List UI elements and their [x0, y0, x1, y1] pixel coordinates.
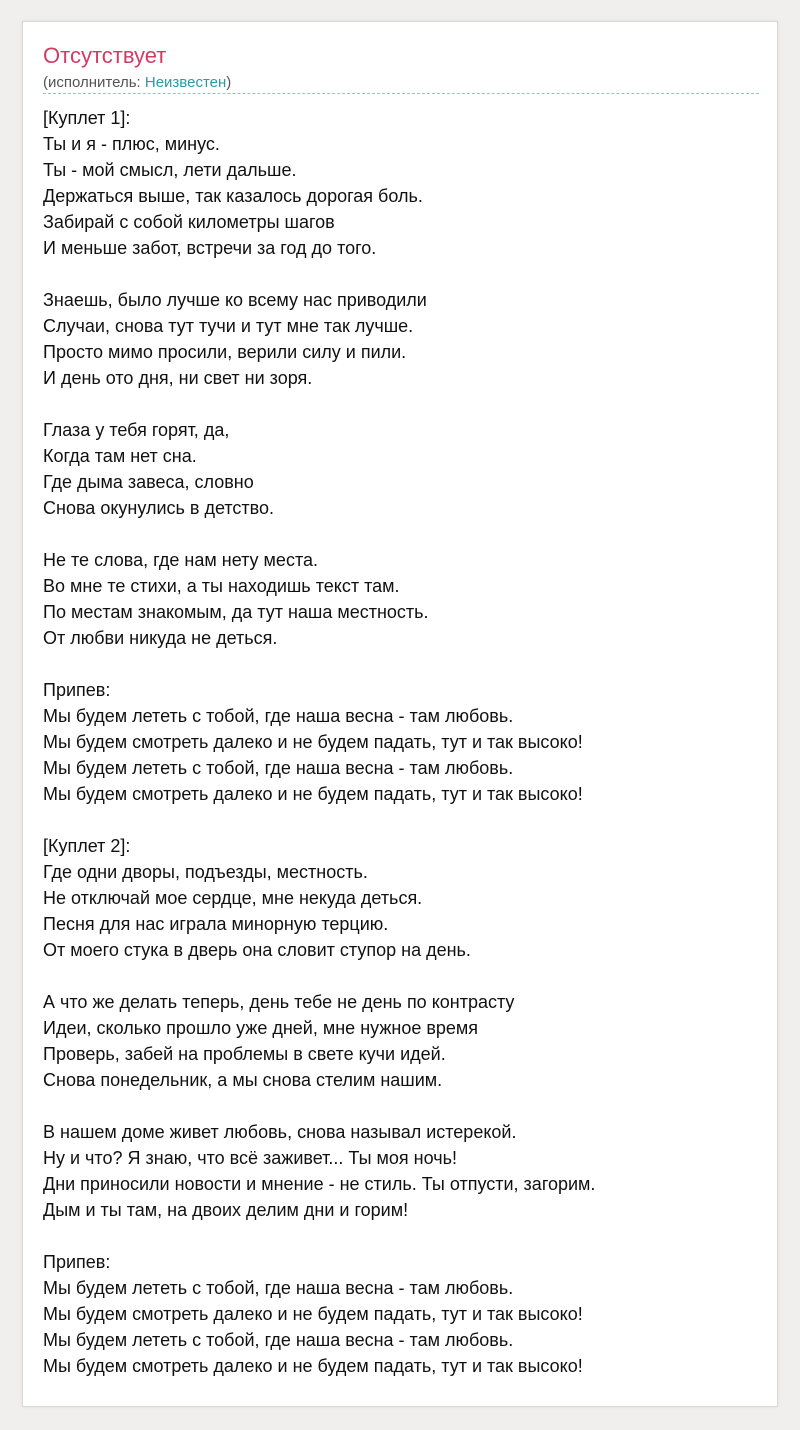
lyrics-line: Просто мимо просили, верили силу и пили. [43, 342, 407, 362]
lyrics-line: Припев: [43, 680, 111, 700]
lyrics-line: Мы будем лететь с тобой, где наша весна - там любовь. [43, 706, 514, 726]
lyrics-line: Ну и что? Я знаю, что всё заживет... Ты моя ночь! [43, 1148, 457, 1168]
lyrics-line: Мы будем смотреть далеко и не будем падать, тут и так высоко! [43, 1304, 583, 1324]
lyrics-card [22, 21, 778, 1407]
lyrics-line: Дым и ты там, на двоих делим дни и горим! [43, 1200, 409, 1220]
artist-link[interactable]: Неизвестен [144, 74, 227, 91]
lyrics-line: От моего стука в дверь она словит ступор на день. [43, 940, 471, 960]
lyrics-line: Ты и я - плюс, минус. [43, 134, 220, 154]
lyrics-line: Идеи, сколько прошло уже дней, мне нужное время [43, 1018, 479, 1038]
lyrics-line: Мы будем смотреть далеко и не будем падать, тут и так высоко! [43, 732, 583, 752]
lyrics-line: А что же делать теперь, день тебе не день по контрасту [43, 992, 515, 1012]
title-divider [43, 93, 759, 94]
lyrics-line: Во мне те стихи, а ты находишь текст там. [43, 576, 400, 596]
lyrics-line: Случаи, снова тут тучи и тут мне так лучше. [43, 316, 414, 336]
lyrics-stanza [43, 417, 759, 521]
lyrics-line: Песня для нас играла минорную терцию. [43, 914, 389, 934]
artist-prefix: (исполнитель: [43, 74, 145, 91]
lyrics-line: Мы будем смотреть далеко и не будем падать, тут и так высоко! [43, 1356, 583, 1376]
lyrics-line: [Куплет 1]: [43, 108, 131, 128]
lyrics-stanza [43, 1119, 759, 1223]
lyrics-line: Снова окунулись в детство. [43, 498, 275, 518]
lyrics-line: Мы будем лететь с тобой, где наша весна - там любовь. [43, 1278, 514, 1298]
lyrics-line: Когда там нет сна. [43, 446, 197, 466]
lyrics-line: Забирай с собой километры шагов [43, 212, 335, 232]
lyrics-line: Не отключай мое сердце, мне некуда деться. [43, 888, 423, 908]
lyrics-line: [Куплет 2]: [43, 836, 131, 856]
lyrics-line: От любви никуда не деться. [43, 628, 278, 648]
lyrics-stanza [43, 677, 759, 807]
lyrics-stanza [43, 287, 759, 391]
lyrics-line: Проверь, забей на проблемы в свете кучи идей. [43, 1044, 446, 1064]
lyrics-stanza [43, 105, 759, 261]
lyrics-line: Припев: [43, 1252, 111, 1272]
lyrics-line: Мы будем смотреть далеко и не будем падать, тут и так высоко! [43, 784, 583, 804]
lyrics-line: Не те слова, где нам нету места. [43, 550, 318, 570]
lyrics-text [43, 105, 759, 1405]
lyrics-line: Где одни дворы, подъезды, местность. [43, 862, 368, 882]
lyrics-line: По местам знакомым, да тут наша местность. [43, 602, 429, 622]
artist-suffix: ) [226, 74, 232, 91]
lyrics-line: Мы будем лететь с тобой, где наша весна - там любовь. [43, 1330, 514, 1350]
lyrics-stanza [43, 547, 759, 651]
lyrics-stanza [43, 833, 759, 963]
lyrics-line: В нашем доме живет любовь, снова называл истерекой. [43, 1122, 517, 1142]
lyrics-line: Дни приносили новости и мнение - не стиль. Ты отпусти, загорим. [43, 1174, 596, 1194]
lyrics-line: Знаешь, было лучше ко всему нас приводили [43, 290, 427, 310]
lyrics-line: И день ото дня, ни свет ни зоря. [43, 368, 313, 388]
song-title: Отсутствует [43, 43, 167, 68]
lyrics-line: Держаться выше, так казалось дорогая боль. [43, 186, 423, 206]
lyrics-line: Где дыма завеса, словно [43, 472, 254, 492]
lyrics-stanza [43, 1249, 759, 1379]
lyrics-line: И меньше забот, встречи за год до того. [43, 238, 377, 258]
lyrics-line: Снова понедельник, а мы снова стелим нашим. [43, 1070, 443, 1090]
lyrics-line: Мы будем лететь с тобой, где наша весна - там любовь. [43, 758, 514, 778]
artist-line [43, 73, 231, 93]
lyrics-stanza [43, 989, 759, 1093]
lyrics-line: Ты - мой смысл, лети дальше. [43, 160, 297, 180]
lyrics-line: Глаза у тебя горят, да, [43, 420, 230, 440]
